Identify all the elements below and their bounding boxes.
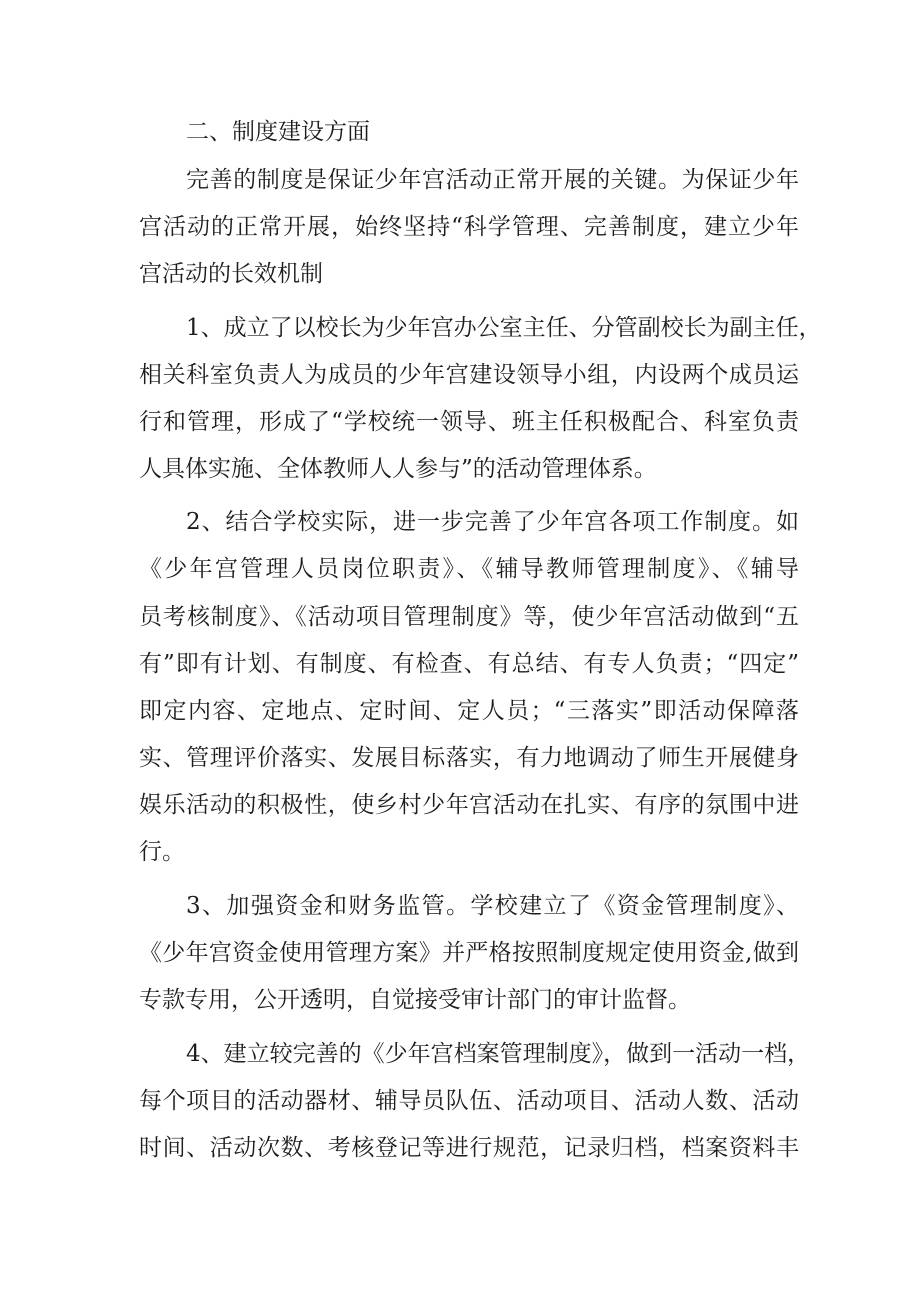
- paragraph-line: 相关科室负责人为成员的少年宫建设领导小组，内设两个成员运: [139, 362, 799, 388]
- paragraph-line: 4、建立较完善的《少年宫档案管理制度》，做到一活动一档，: [186, 1041, 811, 1067]
- section-heading: 二、制度建设方面: [186, 119, 370, 145]
- paragraph-line: 1、成立了以校长为少年宫办公室主任、分管副校长为副主任，: [186, 315, 822, 341]
- paragraph-line: 员考核制度》、《活动项目管理制度》等，使少年宫活动做到“五: [139, 604, 799, 630]
- paragraph-line: 即定内容、定地点、定时间、定人员；“三落实”即活动保障落: [139, 698, 799, 724]
- paragraph-line: 娱乐活动的积极性，使乡村少年宫活动在扎实、有序的氛围中进: [139, 792, 799, 818]
- paragraph-line: 2、结合学校实际，进一步完善了少年宫各项工作制度。如: [186, 509, 799, 535]
- paragraph-line: 宫活动的正常开展，始终坚持“科学管理、完善制度，建立少年: [139, 214, 799, 240]
- paragraph-line: 实、管理评价落实、发展目标落实，有力地调动了师生开展健身: [139, 745, 799, 771]
- paragraph-line: 宫活动的长效机制: [139, 261, 323, 287]
- paragraph-line: 《少年宫管理人员岗位职责》、《辅导教师管理制度》、《辅导: [139, 556, 799, 582]
- paragraph-line: 人具体实施、全体教师人人参与”的活动管理体系。: [139, 456, 657, 482]
- paragraph-line: 完善的制度是保证少年宫活动正常开展的关键。为保证少年: [186, 167, 799, 193]
- paragraph-line: 行和管理，形成了“学校统一领导、班主任积极配合、科室负责: [139, 409, 799, 435]
- paragraph-line: 有”即有计划、有制度、有检查、有总结、有专人负责；“四定”: [139, 651, 799, 677]
- paragraph-line: 每个项目的活动器材、辅导员队伍、活动项目、活动人数、活动: [139, 1088, 799, 1114]
- paragraph-line: 行。: [139, 839, 185, 865]
- paragraph-line: 3、加强资金和财务监管。学校建立了《资金管理制度》、: [186, 893, 799, 919]
- paragraph-line: 时间、活动次数、考核登记等进行规范，记录归档，档案资料丰: [139, 1135, 799, 1161]
- paragraph-line: 专款专用，公开透明，自觉接受审计部门的审计监督。: [139, 987, 691, 1013]
- paragraph-line: 《少年宫资金使用管理方案》并严格按照制度规定使用资金,做到: [139, 940, 799, 966]
